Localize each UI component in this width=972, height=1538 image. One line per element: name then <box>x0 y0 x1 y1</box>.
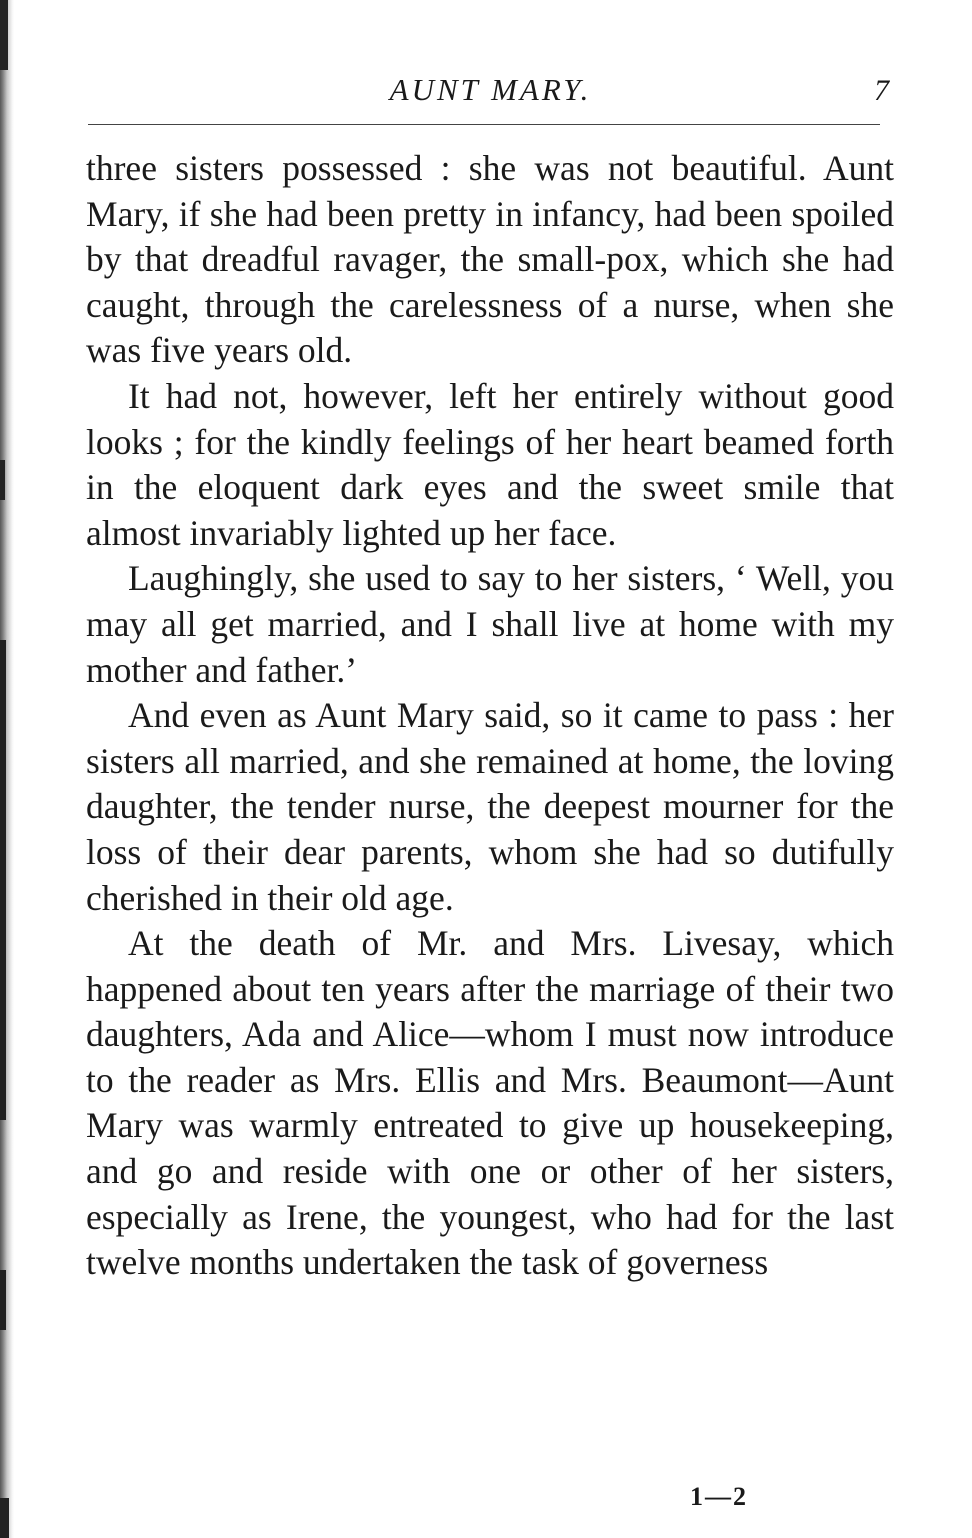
binding-shadow-mark <box>0 640 6 1120</box>
binding-shadow-mark <box>0 460 5 500</box>
paragraph: And even as Aunt Mary said, so it came to pass : her sisters all married, and she remained at home, the loving daughter, the tender nurse, the deepest mourner for the loss of their dear parents, whom she had so dutifully cherished in their old age. <box>86 695 894 918</box>
binding-shadow-mark <box>0 1270 6 1330</box>
paragraph: At the death of Mr. and Mrs. Livesay, which happened about ten years after the marriage of their two daughters, Ada and Alice—whom I must now introduce to the reader as Mrs. Ellis and Mrs. Beaumont—Aunt Mary was warmly entreated to give up housekeeping, and go and reside with one or other of her sisters, especially as Irene, the youngest, who had for the last twelve months undertaken the task of governess <box>86 923 894 1283</box>
page-header <box>88 70 893 110</box>
binding-shadow-mark <box>0 0 8 70</box>
body-text <box>86 146 894 1286</box>
running-title: AUNT MARY. <box>389 72 592 107</box>
paragraph: Laughingly, she used to say to her sisters, ‘ Well, you may all get married, and I shall live at home with my mother and father.’ <box>86 558 894 690</box>
binding-shadow-mark <box>0 1498 9 1538</box>
signature-mark: 1—2 <box>690 1482 748 1511</box>
page-number: 7 <box>874 74 889 107</box>
header-rule <box>88 124 880 125</box>
paragraph: It had not, however, left her entirely without good looks ; for the kindly feelings of her heart beamed forth in the eloquent dark eyes and the sweet smile that almost invariably lighted up her face. <box>86 375 894 553</box>
paragraph: three sisters possessed : she was not beautiful. Aunt Mary, if she had been pretty in infancy, had been spoiled by that dreadful ravager, the small-pox, which she had caught, through the carelessness of a nurse, when she was five years old. <box>86 148 894 371</box>
